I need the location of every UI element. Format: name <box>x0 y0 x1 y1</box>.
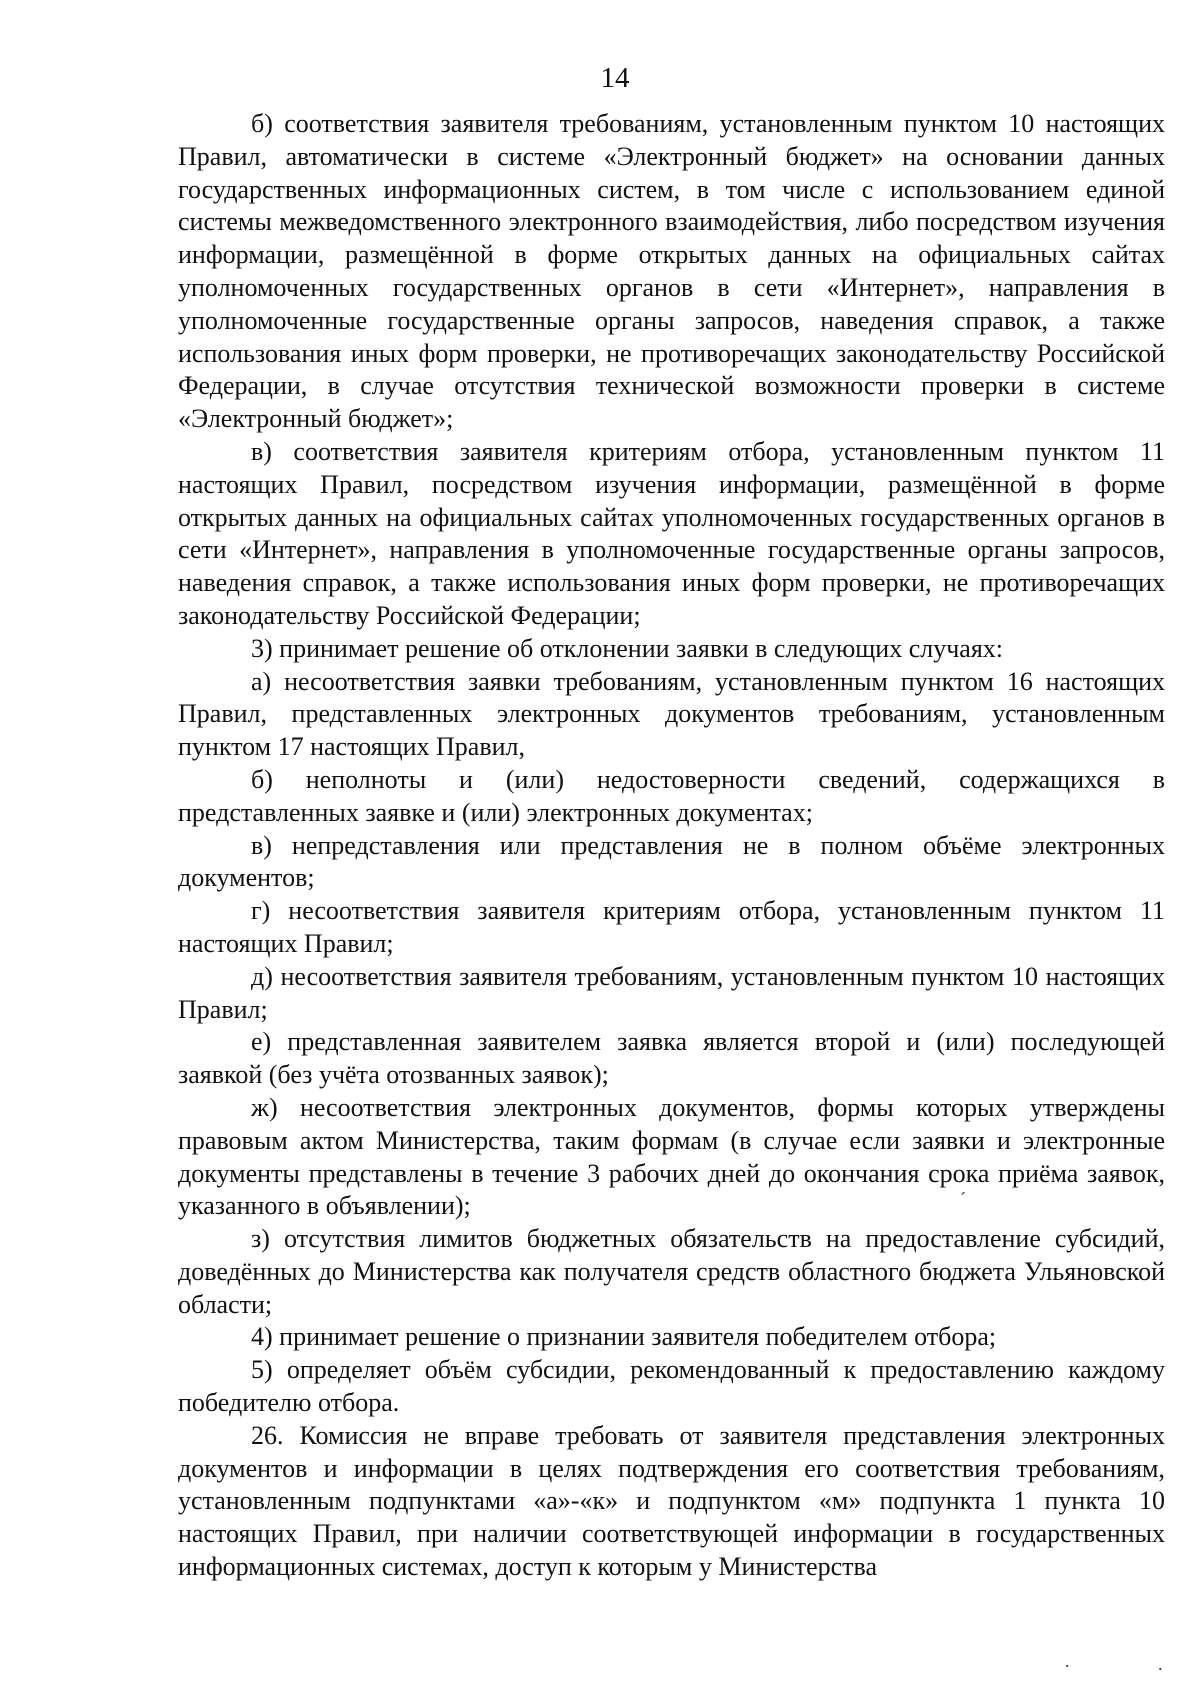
paragraph-3-rejection-decision: 3) принимает решение об отклонении заявки в следующих случаях: <box>251 633 1004 663</box>
paragraph-26-commission-restriction: 26. Комиссия не вправе требовать от заявителя представления электронных документов и информации в целях подтверждения его соответствия требованиям, установленным подпунктами «а»-«к» и подпунктом «м» подпункта 1 пункта 10 настоящих Правил, при наличии соответствующей информации в государственных информационных системах, доступ к которым у Министерства <box>178 1420 1165 1582</box>
document-body <box>178 108 1165 1584</box>
scan-mark: . <box>1065 1651 1070 1671</box>
paragraph-zh-form-mismatch: ж) несоответствия электронных документов, формы которых утверждены правовым актом Министерства, таким формам (в случае если заявки и электронные документы представлены в течение 3 рабочих дней до окончания срока приёма заявок, указанного в объявлении); <box>178 1092 1165 1221</box>
paragraph-4-winner-decision: 4) принимает решение о признании заявителя победителем отбора; <box>251 1322 997 1352</box>
paragraph-b-requirements-check: б) соответствия заявителя требованиям, установленным пунктом 10 настоящих Правил, автоматически в системе «Электронный бюджет» на основании данных государственных информационных систем, в том числе с использованием единой системы межведомственного электронного взаимодействия, либо посредством изучения информации, размещённой в форме открытых данных на официальных сайтах уполномоченных государственных органов в сети «Интернет», направления в уполномоченные государственные органы запросов, наведения справок, а также использования иных форм проверки, не противоречащих законодательству Российской Федерации, в случае отсутствия технической возможности проверки в системе «Электронный бюджет»; <box>178 109 1165 434</box>
paragraph-5-subsidy-amount: 5) определяет объём субсидии, рекомендованный к предоставлению каждому победителю отбора. <box>178 1355 1165 1418</box>
paragraph-d-requirements-mismatch: д) несоответствия заявителя требованиям, установленным пунктом 10 настоящих Правил; <box>178 961 1165 1024</box>
paragraph-e-repeated-application: е) представленная заявителем заявка является второй и (или) последующей заявкой (без учёта отозванных заявок); <box>178 1027 1165 1090</box>
paragraph-z-no-budget-limits: з) отсутствия лимитов бюджетных обязательств на предоставление субсидий, доведённых до Министерства как получателя средств областного бюджета Ульяновской области; <box>178 1224 1165 1319</box>
paragraph-a-application-mismatch: а) несоответствия заявки требованиям, установленным пунктом 16 настоящих Правил, представленных электронных документов требованиям, установленным пунктом 17 настоящих Правил, <box>178 666 1165 762</box>
paragraph-v-criteria-check: в) соответствия заявителя критериям отбора, установленным пунктом 11 настоящих Правил, посредством изучения информации, размещённой в форме открытых данных на официальных сайтах уполномоченных государственных органов в сети «Интернет», направления в уполномоченные государственные органы запросов, наведения справок, а также использования иных форм проверки, не противоречащих законодательству Российской Федерации; <box>178 436 1165 630</box>
scan-mark: . <box>1158 1654 1163 1674</box>
paragraph-v-missing-documents: в) непредставления или представления не в полном объёме электронных документов; <box>178 830 1165 893</box>
scan-mark: ˊ <box>960 1189 966 1209</box>
page-number: 14 <box>600 62 630 94</box>
paragraph-g-criteria-mismatch: г) несоответствия заявителя критериям отбора, установленным пунктом 11 настоящих Правил; <box>178 896 1165 958</box>
paragraph-b-incomplete-info: б) неполноты и (или) недостоверности сведений, содержащихся в представленных заявке и (или) электронных документах; <box>178 764 1165 827</box>
